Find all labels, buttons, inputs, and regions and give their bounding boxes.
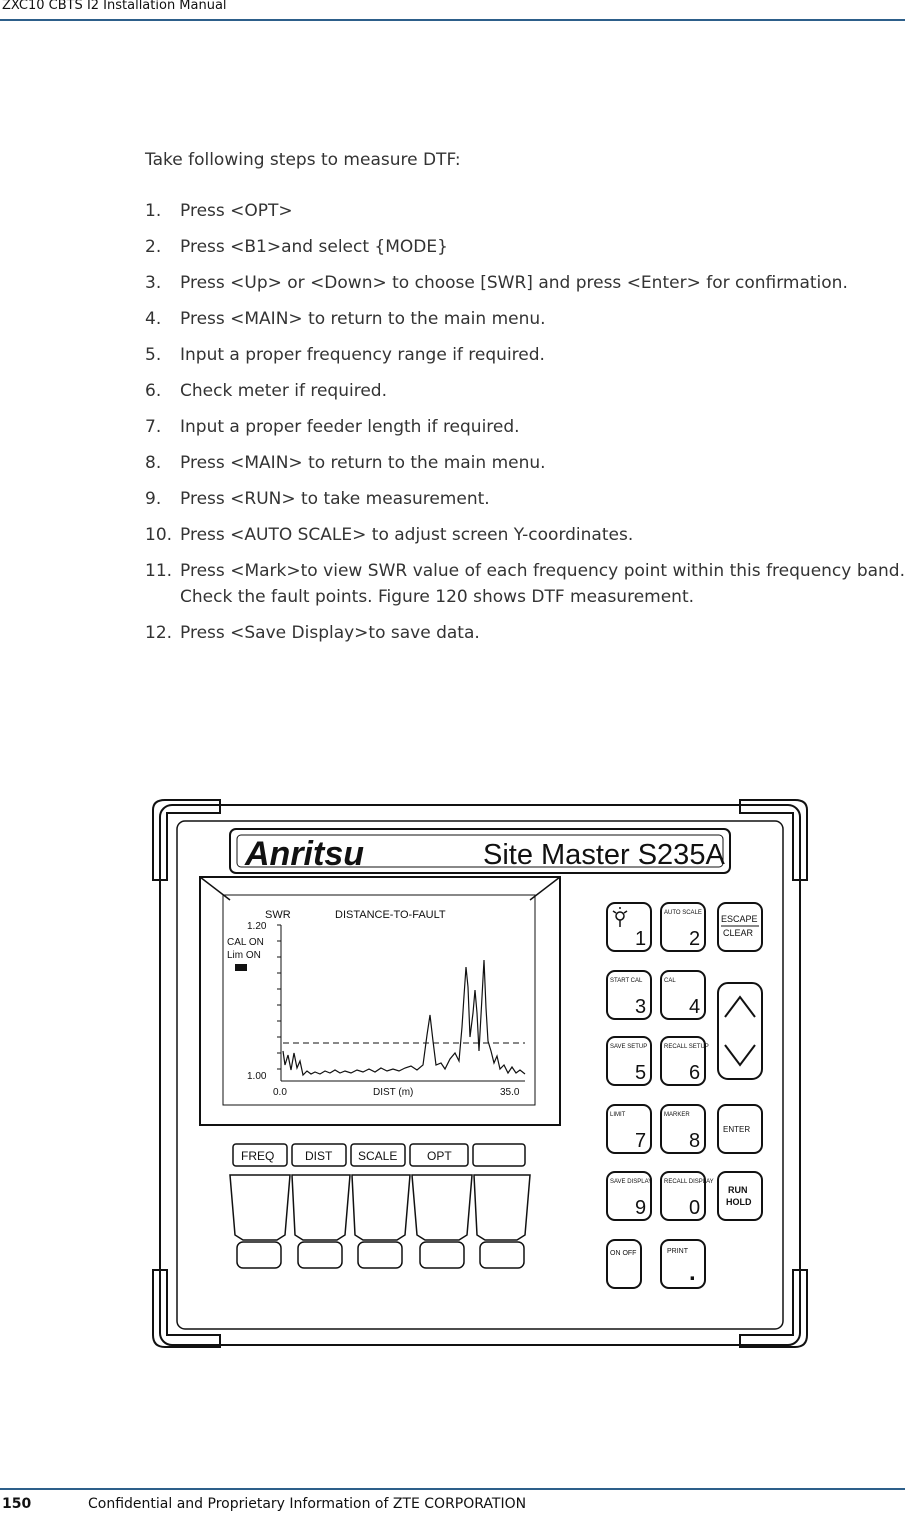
connector	[474, 1175, 530, 1240]
connector	[352, 1175, 410, 1240]
site-master-figure	[145, 765, 815, 1355]
step-number: 7.	[145, 417, 162, 437]
lightbulb-icon	[613, 907, 627, 927]
escape-label: ESCAPE	[721, 914, 758, 924]
step-number: 12.	[145, 623, 173, 643]
key-top-label: START CAL	[610, 978, 643, 984]
key-top-label: PRINT	[667, 1248, 688, 1255]
run-label: RUN	[728, 1185, 748, 1195]
steps-list	[145, 198, 905, 656]
step-item	[145, 378, 905, 404]
step-item	[145, 558, 905, 610]
model-name: Site Master S235A	[483, 839, 725, 871]
key-top-label: CAL	[664, 978, 676, 984]
screen-cal: CAL ON	[227, 937, 264, 948]
step-text: Press <OPT>	[180, 201, 293, 221]
step-text: Press <MAIN> to return to the main menu.	[180, 453, 546, 473]
step-text: Press <Mark>to view SWR value of each frequency point within this frequency band. Check the fault points. Figure 120 shows DTF measurement.	[180, 561, 905, 607]
step-text: Press <Up> or <Down> to choose [SWR] and press <Enter> for confirmation.	[180, 273, 848, 293]
screen-xmax: 35.0	[500, 1087, 520, 1098]
page-number: 150	[2, 1496, 32, 1512]
lcd-screen	[223, 895, 535, 1105]
clear-label: CLEAR	[723, 928, 754, 938]
key-digit: 3	[635, 996, 647, 1018]
screen-ylabel: SWR	[265, 909, 291, 921]
footer-text: Confidential and Proprietary Information of ZTE CORPORATION	[88, 1496, 527, 1512]
step-text: Press <RUN> to take measurement.	[180, 489, 490, 509]
chevron-up-icon	[725, 997, 755, 1017]
page-footer	[0, 1488, 905, 1516]
step-item	[145, 522, 905, 548]
step-item	[145, 306, 905, 332]
key-top-label: SAVE SETUP	[610, 1044, 648, 1050]
key-digit: 1	[635, 928, 647, 950]
step-number: 2.	[145, 237, 162, 257]
key-digit: 6	[689, 1062, 701, 1084]
brand-logo: Anritsu	[245, 835, 364, 873]
softkey-label: SCALE	[358, 1149, 398, 1163]
escape-clear-button[interactable]	[718, 903, 762, 951]
key-digit: 2	[689, 928, 701, 950]
step-item	[145, 342, 905, 368]
step-text: Press <Save Display>to save data.	[180, 623, 480, 643]
key-top-label: AUTO SCALE	[664, 910, 702, 916]
footer-rule	[0, 1488, 905, 1490]
key-top-label: ON OFF	[610, 1250, 637, 1257]
key-top-label: SAVE DISPLAY	[610, 1179, 653, 1185]
connector	[292, 1175, 350, 1240]
connector-foot	[480, 1242, 524, 1268]
step-number: 8.	[145, 453, 162, 473]
step-item	[145, 234, 905, 260]
step-text: Press <MAIN> to return to the main menu.	[180, 309, 546, 329]
screen-ymax: 1.20	[247, 921, 267, 932]
hold-label: HOLD	[726, 1197, 752, 1207]
connector-foot	[420, 1242, 464, 1268]
step-number: 1.	[145, 201, 162, 221]
key-top-label: MARKER	[664, 1112, 690, 1118]
screen-xmin: 0.0	[273, 1087, 287, 1098]
softkey-label: DIST	[305, 1149, 333, 1163]
step-item	[145, 414, 905, 440]
key-digit: 0	[689, 1197, 701, 1219]
screen-ymin: 1.00	[247, 1071, 267, 1082]
step-number: 11.	[145, 561, 173, 581]
screen-swr-trace	[283, 960, 525, 1075]
bumper-top-left	[153, 800, 220, 880]
screen-xlabel: DIST (m)	[373, 1087, 414, 1098]
key-digit: 4	[689, 996, 701, 1018]
connector	[412, 1175, 472, 1240]
key-digit: 8	[689, 1130, 701, 1152]
step-text: Input a proper feeder length if required.	[180, 417, 520, 437]
enter-label: ENTER	[723, 1125, 751, 1134]
softkey-blank[interactable]	[473, 1144, 525, 1166]
page-header	[0, 0, 905, 22]
step-text: Press <B1>and select {MODE}	[180, 237, 448, 257]
screen-title: DISTANCE-TO-FAULT	[335, 909, 446, 921]
key-top-label: RECALL DISPLAY	[664, 1179, 714, 1185]
key-digit: 7	[635, 1130, 647, 1152]
bumper-top-right	[740, 800, 807, 880]
softkey-label: OPT	[427, 1149, 452, 1163]
key-digit: 5	[635, 1062, 647, 1084]
step-number: 4.	[145, 309, 162, 329]
key-on-off[interactable]	[607, 1240, 641, 1288]
step-item	[145, 620, 905, 646]
step-item	[145, 450, 905, 476]
step-item	[145, 198, 905, 224]
key-digit: .	[689, 1259, 696, 1286]
key-digit: 9	[635, 1197, 647, 1219]
run-hold-button[interactable]	[718, 1172, 762, 1220]
connector-foot	[298, 1242, 342, 1268]
bumper-bottom-left	[153, 1270, 220, 1347]
step-number: 10.	[145, 525, 173, 545]
step-text: Check meter if required.	[180, 381, 387, 401]
step-number: 5.	[145, 345, 162, 365]
connector-foot	[237, 1242, 281, 1268]
step-number: 9.	[145, 489, 162, 509]
connector	[230, 1175, 290, 1240]
step-number: 3.	[145, 273, 162, 293]
step-text: Input a proper frequency range if required.	[180, 345, 545, 365]
key-top-label: RECALL SETUP	[664, 1044, 709, 1050]
step-item	[145, 270, 905, 296]
bumper-bottom-right	[740, 1270, 807, 1347]
header-title: ZXC10 CBTS I2 Installation Manual	[2, 0, 227, 13]
chevron-down-icon	[725, 1045, 755, 1065]
step-text: Press <AUTO SCALE> to adjust screen Y-coordinates.	[180, 525, 634, 545]
connector-foot	[358, 1242, 402, 1268]
softkey-label: FREQ	[241, 1149, 275, 1163]
screen-marker-box	[235, 964, 247, 971]
intro-text: Take following steps to measure DTF:	[145, 150, 461, 170]
step-number: 6.	[145, 381, 162, 401]
header-rule	[0, 19, 905, 21]
step-item	[145, 486, 905, 512]
screen-lim: Lim ON	[227, 950, 261, 961]
key-top-label: LIMIT	[610, 1112, 626, 1118]
